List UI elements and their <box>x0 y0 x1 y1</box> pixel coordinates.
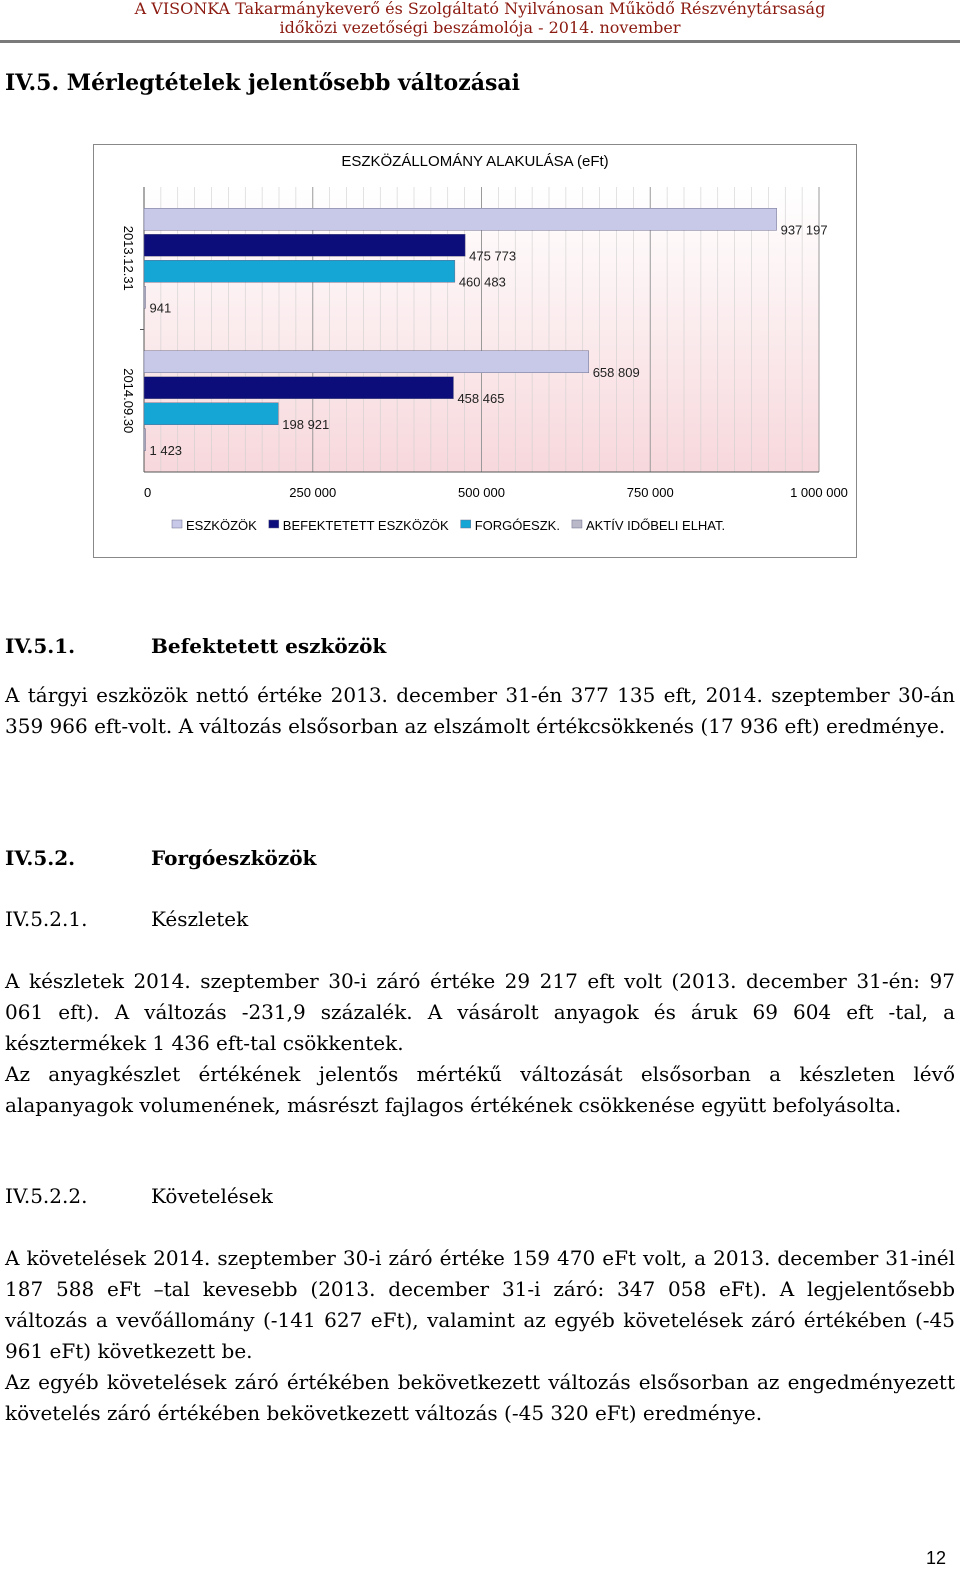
legend-swatch <box>461 520 471 528</box>
legend-swatch <box>269 520 279 528</box>
data-label: 475 773 <box>469 248 517 264</box>
data-label: 941 <box>149 300 172 316</box>
subsection-title-2: Forgóeszközök <box>151 846 317 870</box>
header-rule <box>0 40 960 43</box>
legend-label: FORGÓESZK. <box>474 518 560 533</box>
data-label: 1 423 <box>149 442 183 458</box>
subsection-title-1: Befektetett eszközök <box>151 634 387 658</box>
data-label: 198 921 <box>282 416 330 432</box>
legend-label: ESZKÖZÖK <box>186 518 257 533</box>
paragraph-other-receivables: Az egyéb követelések záró értékében bekövetkezett változás elsősorban az engedményezett követelés záró értékében bekövetkezett változás (-45 320 eFt) eredménye. <box>5 1370 955 1425</box>
data-label: 458 465 <box>457 390 505 406</box>
chart-title: ESZKÖZÁLLOMÁNY ALAKULÁSA (eFt) <box>341 153 609 170</box>
legend-label: AKTÍV IDŐBELI ELHAT. <box>585 518 726 533</box>
bar <box>144 260 455 282</box>
data-label: 460 483 <box>458 274 506 290</box>
subsection-number-1: IV.5.1. <box>5 634 76 658</box>
bar <box>144 429 146 451</box>
x-tick-label: 0 <box>144 485 152 500</box>
paragraph-receivables: A követelések 2014. szeptember 30-i záró értéke 159 470 eFt volt, a 2013. december 31-inél 187 588 eFt –tal kevesebb (2013. december 31-i záró: 347 058 eFt). A legjelentősebb változás a vevőállomány (-141 627 eFt), valamint az egyéb követelések záró értékében (-45 961 eFt) következett be. <box>5 1246 955 1363</box>
header-report-line: időközi vezetőségi beszámolója - 2014. november <box>279 18 681 37</box>
header-company-line: A VISONKA Takarmánykeverő és Szolgáltató Nyilvánosan Működő Részvénytársaság <box>134 0 826 18</box>
subsection-number-2: IV.5.2. <box>5 846 76 870</box>
asset-chart <box>93 144 857 558</box>
bar <box>144 286 146 308</box>
bar <box>144 377 453 399</box>
bar <box>144 234 465 256</box>
subsection-number-2-1: IV.5.2.1. <box>5 907 88 931</box>
legend-swatch <box>572 520 582 528</box>
category-label: 2014.09.30 <box>121 368 136 434</box>
paragraph-inventory: A készletek 2014. szeptember 30-i záró értéke 29 217 eft volt (2013. december 31-én: 97 061 eft). A változás -231,9 százalék. A vásárolt anyagok és áruk 69 604 eft -tal, a késztermékek 1 436 eft-tal csökkentek. <box>5 969 955 1055</box>
category-label: 2013.12.31 <box>121 225 136 291</box>
paragraph-inventory-change: Az anyagkészlet értékének jelentős mértékű változását elsősorban a készleten lévő alapanyagok volumenének, másrészt fajlagos értékének csökkenése együtt befolyásolta. <box>5 1062 955 1117</box>
subsection-title-2-2: Követelések <box>151 1184 273 1208</box>
subsection-title-2-1: Készletek <box>151 907 249 931</box>
asset-chart-svg <box>94 145 856 557</box>
subsection-number-2-2: IV.5.2.2. <box>5 1184 88 1208</box>
legend-swatch <box>172 520 182 528</box>
paragraph-fixed-assets: A tárgyi eszközök nettó értéke 2013. december 31-én 377 135 eft, 2014. szeptember 30-án 359 966 eft-volt. A változás elsősorban az elszámolt értékcsökkenés (17 936 eft) eredménye. <box>5 683 955 738</box>
data-label: 937 197 <box>780 222 828 238</box>
page-number: 12 <box>925 1548 946 1568</box>
x-tick-label: 750 000 <box>626 485 674 500</box>
bar <box>144 208 777 230</box>
bar <box>144 351 589 373</box>
x-tick-label: 1 000 000 <box>790 485 848 500</box>
section-title: IV.5. Mérlegtételek jelentősebb változásai <box>5 70 520 96</box>
legend-label: BEFEKTETETT ESZKÖZÖK <box>282 518 449 533</box>
x-tick-label: 250 000 <box>289 485 337 500</box>
data-label: 658 809 <box>592 364 640 380</box>
x-tick-label: 500 000 <box>458 485 505 500</box>
bar <box>144 403 278 425</box>
